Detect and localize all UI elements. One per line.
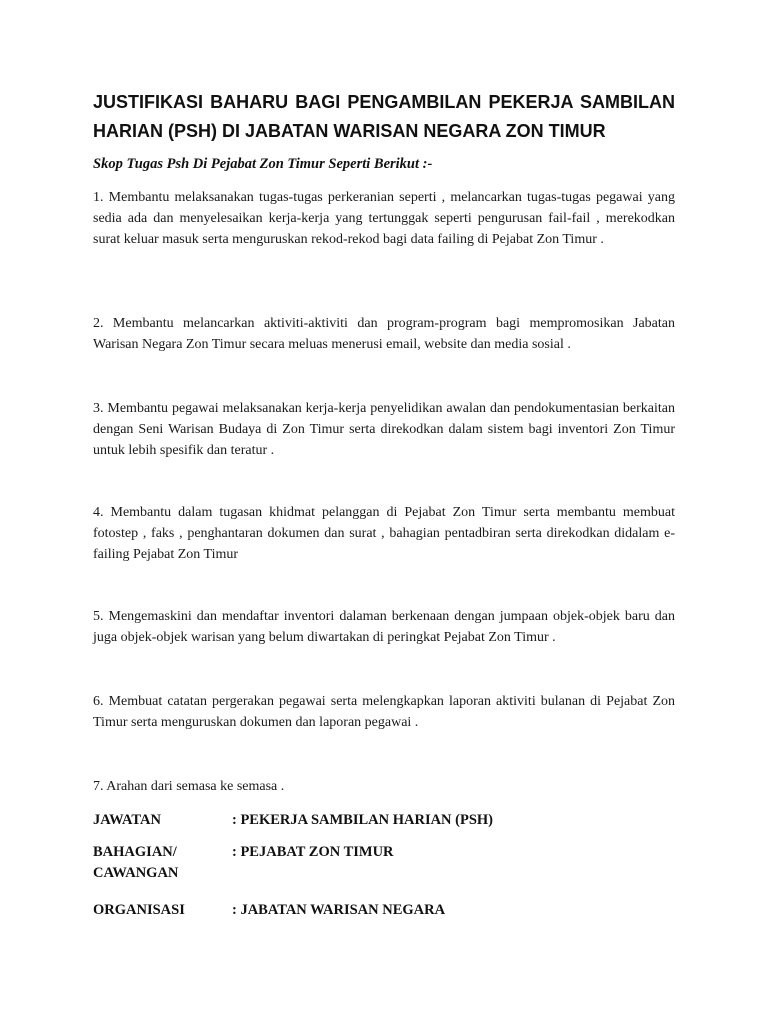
field-organisasi-value: : JABATAN WARISAN NEGARA [232,902,446,918]
field-organisasi [93,900,675,921]
field-bahagian-label-line2: CAWANGAN [93,865,179,881]
scope-item-6: 6. Membuat catatan pergerakan pegawai serta melengkapkan laporan aktiviti bulanan di Pejabat Zon Timur serta menguruskan dokumen dan laporan pegawai . [93,694,675,730]
field-jawatan-label: JAWATAN [93,812,161,828]
field-bahagian-value: : PEJABAT ZON TIMUR [232,844,394,860]
scope-item-7: 7. Arahan dari semasa ke semasa . [93,779,285,794]
scope-subheading: Skop Tugas Psh Di Pejabat Zon Timur Seperti Berikut :- [93,156,433,172]
field-jawatan-value: : PEKERJA SAMBILAN HARIAN (PSH) [232,812,494,828]
scope-item-5: 5. Mengemaskini dan mendaftar inventori dalaman berkenaan dengan jumpaan objek-objek baru dan juga objek-objek warisan yang belum diwartakan di peringkat Pejabat Zon Timur . [93,609,675,645]
field-organisasi-label: ORGANISASI [93,902,185,918]
field-bahagian-label [93,842,223,884]
scope-item-1: 1. Membantu melaksanakan tugas-tugas perkeranian seperti , melancarkan tugas-tugas pegawai yang sedia ada dan menyelesaikan kerja-kerja yang tertunggak seperti pengurusan fail-fail , merekodkan surat keluar masuk serta menguruskan rekod-rekod bagi data failing di Pejabat Zon Timur . [93,190,675,247]
scope-item-2: 2. Membantu melancarkan aktiviti-aktiviti dan program-program bagi mempromosikan Jabatan Warisan Negara Zon Timur secara meluas menerusi email, website dan media sosial . [93,316,675,352]
field-bahagian-label-line1: BAHAGIAN/ [93,844,177,860]
field-bahagian [93,842,675,884]
field-jawatan [93,810,675,831]
scope-item-4: 4. Membantu dalam tugasan khidmat pelanggan di Pejabat Zon Timur serta membantu membuat fotostep , faks , penghantaran dokumen dan surat , bahagian pentadbiran serta direkodkan didalam e-failing Pejabat Zon Timur [93,505,675,562]
document-title: JUSTIFIKASI BAHARU BAGI PENGAMBILAN PEKERJA SAMBILAN HARIAN (PSH) DI JABATAN WARISAN NEGARA ZON TIMUR [93,92,675,141]
scope-item-3: 3. Membantu pegawai melaksanakan kerja-kerja penyelidikan awalan dan pendokumentasian berkaitan dengan Seni Warisan Budaya di Zon Timur serta direkodkan dalam sistem bagi inventori Zon Timur untuk lebih spesifik dan teratur . [93,401,675,458]
